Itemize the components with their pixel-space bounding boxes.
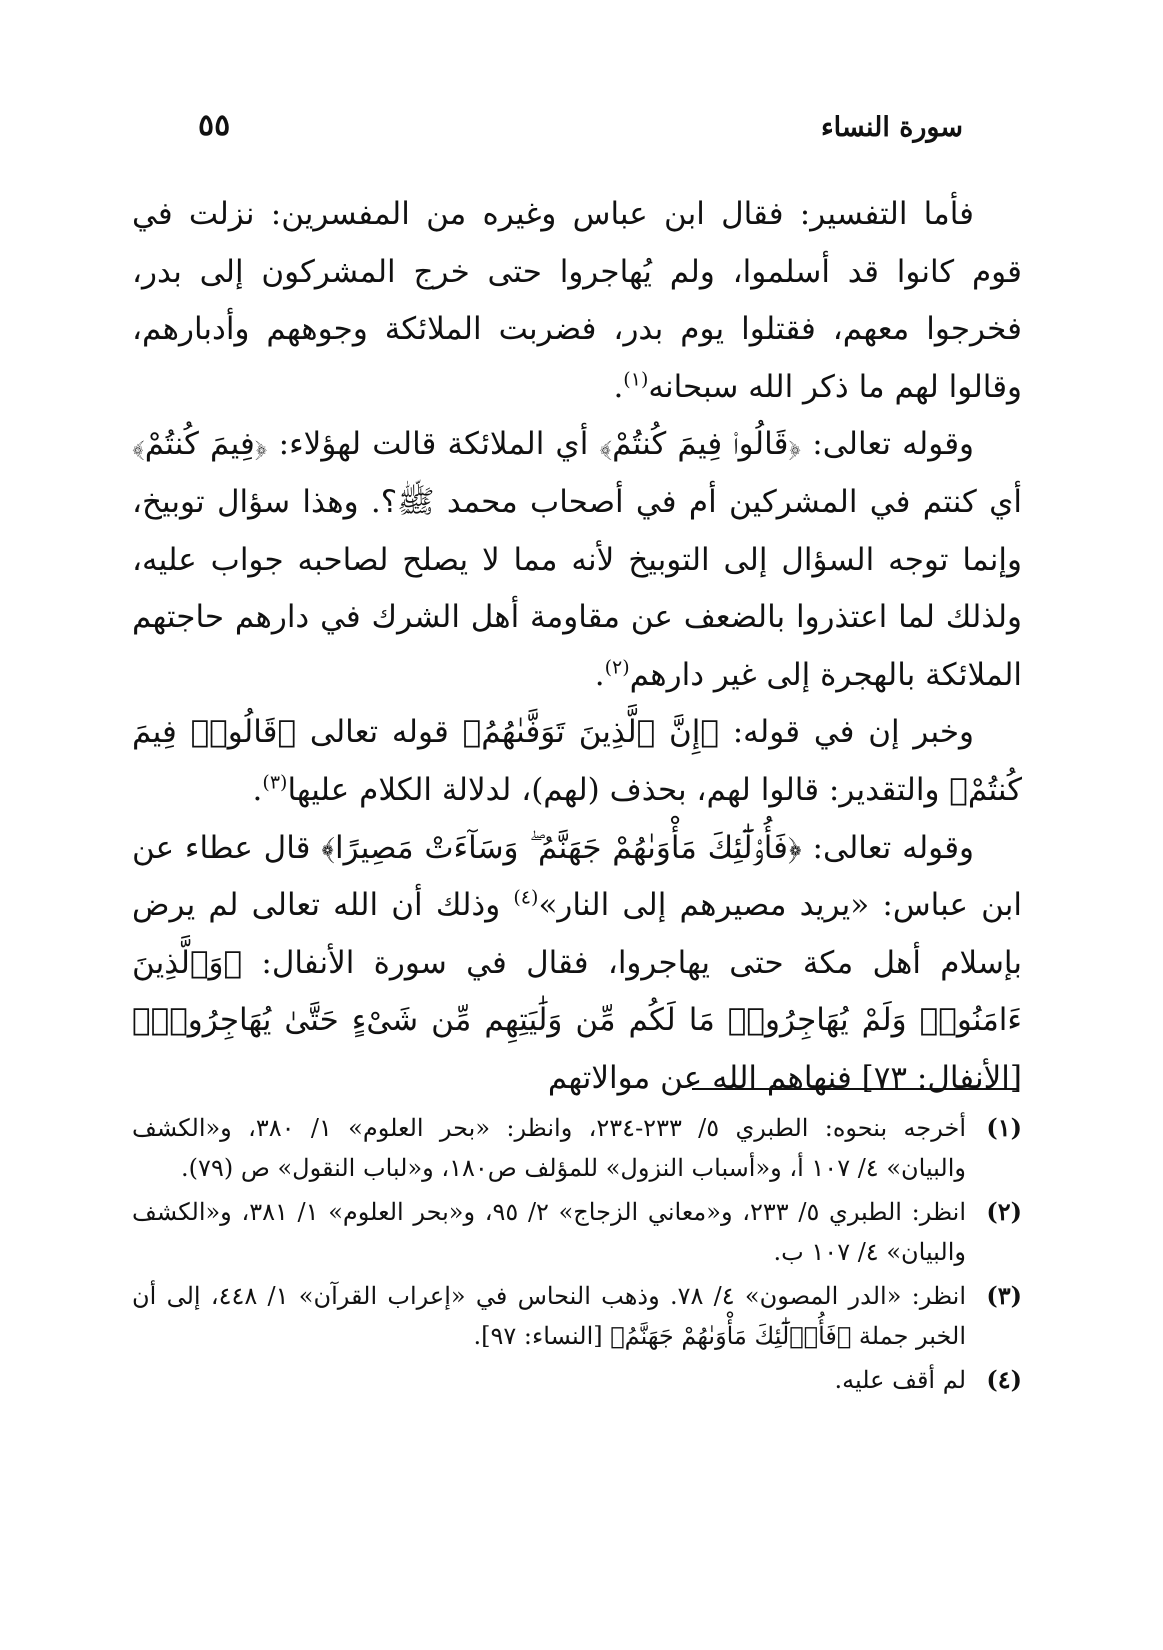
footnote-ref-2[interactable]: (٢) [604,656,630,679]
footnote-4 [132,1360,1022,1400]
paragraph-1-text: فأما التفسير: فقال ابن عباس وغيره من المفسرين: نزلت في قوم كانوا قد أسلموا، ولم يُهاجروا حتى خرج المشركون إلى بدر، فخرجوا معهم، فقتلوا يوم بدر، فضربت الملائكة وجوههم وأدبارهم، وقالوا لهم ما ذكر الله سبحانه [132,196,1022,405]
footnote-ref-3[interactable]: (٣) [262,771,288,794]
footnote-number: (٣) [986,1281,1022,1310]
footnote-number: (٢) [986,1197,1022,1226]
paragraph-3 [132,704,1022,819]
footnote-3 [132,1276,1022,1356]
paragraph-1 [132,186,1022,416]
footnote-text: انظر: الطبري ٥/ ٢٣٣، و«معاني الزجاج» ٢/ ٩٥، و«بحر العلوم» ١/ ٣٨١، و«الكشف والبيان» ٤/ ١٠٧ ب. [132,1198,967,1266]
paragraph-4-text-b: وذلك أن الله تعالى لم يرض بإسلام أهل مكة حتى يهاجروا، فقال في سورة الأنفال: ﴿وَٱلَّذِينَ ءَامَنُوا۟ وَلَمْ يُهَاجِرُوا۟ مَا لَكُم مِّن وَلَٰيَتِهِم مِّن شَىْءٍ حَتَّىٰ يُهَاجِرُوا۟﴾ [الأنفال: ٧٣] فنهاهم الله عن موالاتهم [132,887,1022,1096]
paragraph-1-end: . [613,368,624,405]
footnote-text: لم أقف عليه. [834,1366,966,1394]
paragraph-4 [132,820,1022,1108]
footnote-number: (١) [986,1113,1022,1142]
main-text [132,186,1022,1108]
footnote-2 [132,1192,1022,1272]
footnote-text: انظر: «الدر المصون» ٤/ ٧٨. وذهب النحاس في «إعراب القرآن» ١/ ٤٤٨، إلى أن الخبر جملة ﴿فَأُو۟لَٰٓئِكَ مَأْوَىٰهُمْ جَهَنَّمُ﴾ [النساء: ٩٧]. [132,1282,967,1350]
page-number: ٥٥ [198,108,231,143]
paragraph-3-end: . [252,771,263,808]
footnote-1 [132,1108,1022,1188]
paragraph-3-text: وخبر إن في قوله: ﴿إِنَّ ٱلَّذِينَ تَوَفَّىٰهُمُ﴾ قوله تعالى ﴿قَالُوا۟ فِيمَ كُنتُمْ﴾ والتقدير: قالوا لهم، بحذف (لهم)، لدلالة الكلام عليها [132,714,1022,808]
paragraph-2-end: . [594,656,605,693]
surah-title: سورة النساء [820,112,963,143]
paragraph-4-text-a: وقوله تعالى: ﴿فَأُو۟لَٰٓئِكَ مَأْوَىٰهُمْ جَهَنَّمُ ۖ وَسَآءَتْ مَصِيرًا﴾ قال عطاء عن ابن عباس: «يريد مصيرهم إلى النار» [132,829,1022,924]
footnote-ref-1[interactable]: (١) [623,368,649,391]
paragraph-2-text: وقوله تعالى: ﴿قَالُوا۟ فِيمَ كُنتُمْ﴾ أي الملائكة قالت لهؤلاء: ﴿فِيمَ كُنتُمْ﴾ أي كنتم في المشركين أم في أصحاب محمد ﷺ؟. وهذا سؤال توبيخ، وإنما توجه السؤال إلى التوبيخ لأنه مما لا يصلح لصاحبه جواب عليه، ولذلك لما اعتذروا بالضعف عن مقاومة أهل الشرك في دارهم حاجتهم الملائكة بالهجرة إلى غير دارهم [132,426,1022,693]
paragraph-2 [132,416,1022,704]
footnote-ref-4[interactable]: (٤) [513,886,539,909]
footnotes [132,1108,1022,1404]
footnote-divider [692,1088,1019,1090]
footnote-text: أخرجه بنحوه: الطبري ٥/ ٢٣٣-٢٣٤، وانظر: «بحر العلوم» ١/ ٣٨٠، و«الكشف والبيان» ٤/ ١٠٧ أ، و«أسباب النزول» للمؤلف ص١٨٠، و«لباب النقول» ص (٧٩). [132,1114,967,1182]
footnote-number: (٤) [986,1365,1022,1394]
